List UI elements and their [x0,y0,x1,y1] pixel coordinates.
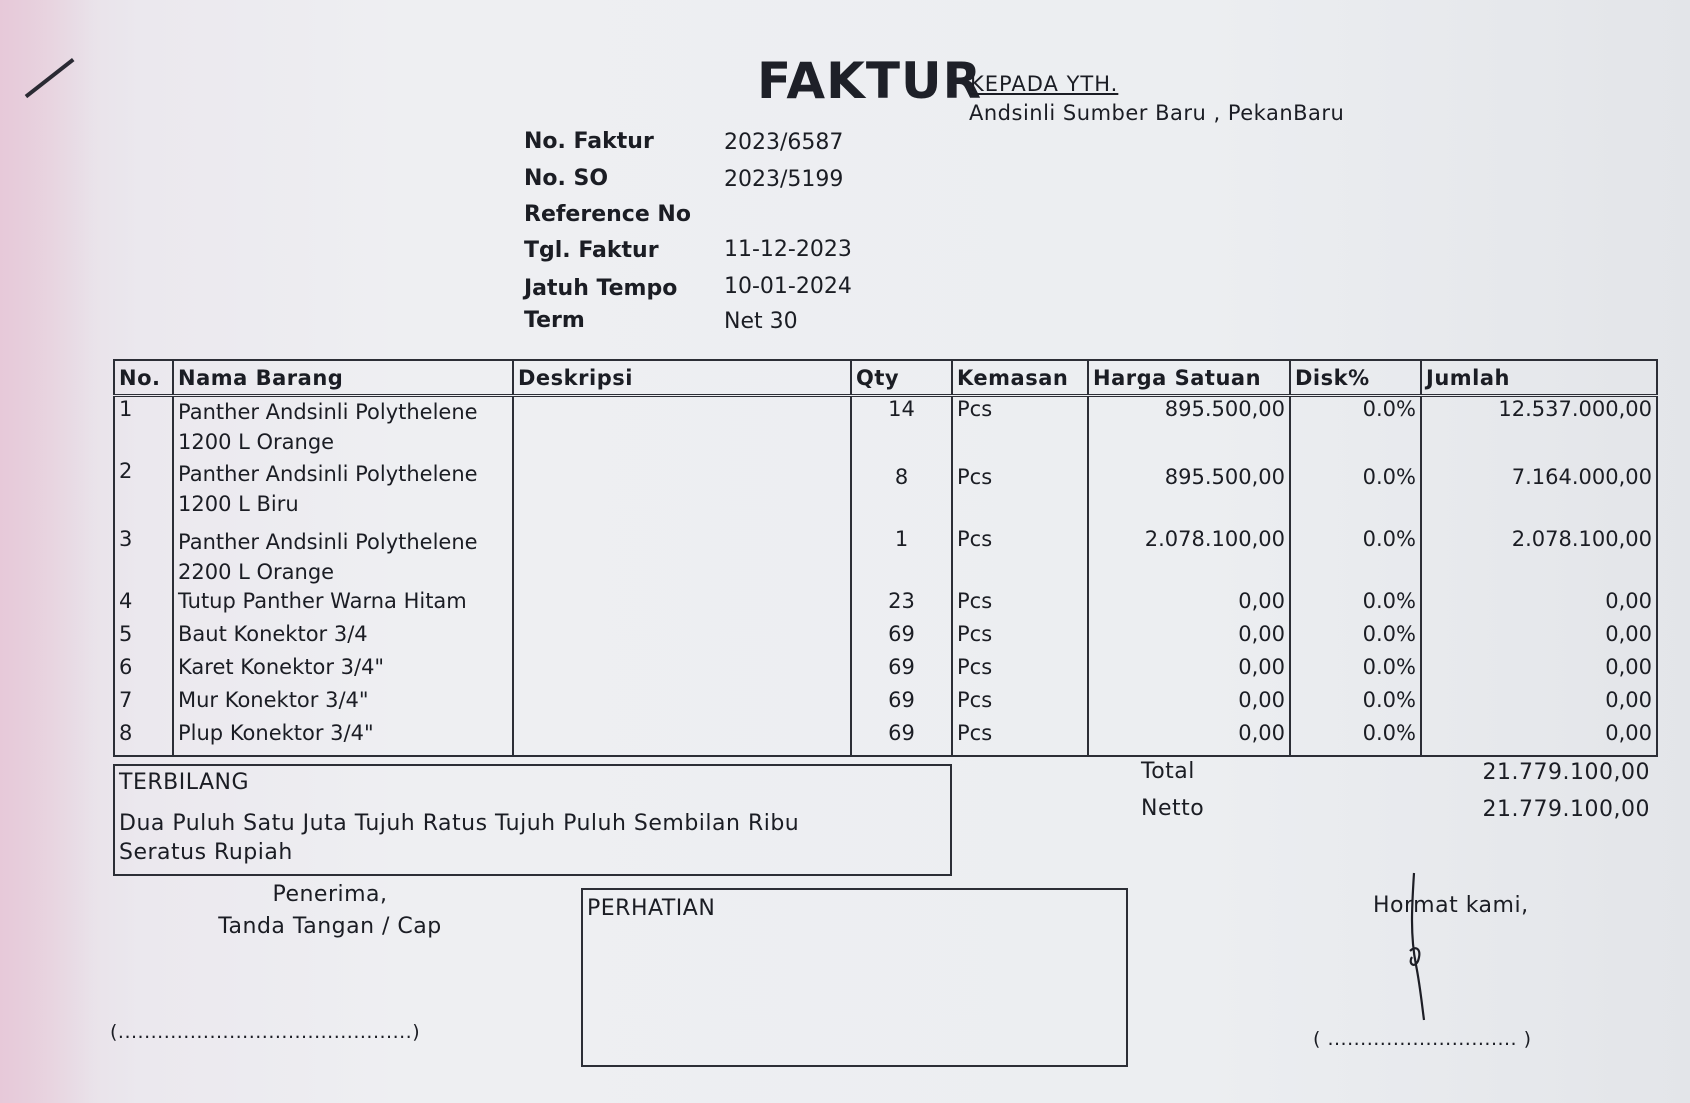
cell-name: Baut Konektor 3/4 [173,622,513,655]
col-nama-barang: Nama Barang [173,360,513,396]
cell-unit: Pcs [952,589,1088,622]
col-harga-satuan: Harga Satuan [1088,360,1290,396]
cell-no: 5 [114,622,173,655]
cell-desc [513,622,851,655]
cell-total: 12.537.000,00 [1421,396,1657,460]
cell-disc: 0.0% [1290,396,1421,460]
cell-qty: 69 [851,688,952,721]
cell-total: 0,00 [1421,589,1657,622]
cell-desc [513,527,851,589]
cell-desc [513,688,851,721]
cell-unit: Pcs [952,396,1088,460]
terbilang-label: TERBILANG [119,770,250,795]
cell-disc: 0.0% [1290,655,1421,688]
cell-unit: Pcs [952,721,1088,756]
document-title: FAKTUR [757,52,983,110]
cell-desc [513,589,851,622]
cell-qty: 1 [851,527,952,589]
penerima-label: Penerima, [272,882,388,907]
netto-value: 21.779.100,00 [1482,797,1650,822]
terbilang-line-1: Dua Puluh Satu Juta Tujuh Ratus Tujuh Puluh Sembilan Ribu [119,811,800,836]
col-kemasan: Kemasan [952,360,1088,396]
cell-price: 0,00 [1088,622,1290,655]
cell-qty: 23 [851,589,952,622]
meta-value-jatuh-tempo: 10-01-2024 [724,274,852,299]
cell-unit: Pcs [952,655,1088,688]
cell-no: 2 [114,459,173,527]
cell-name: Tutup Panther Warna Hitam [173,589,513,622]
total-label: Total [1141,759,1195,784]
table-row [114,688,1657,721]
cell-name: Panther Andsinli Polythelene 1200 L Biru [173,459,513,527]
cell-disc: 0.0% [1290,459,1421,527]
meta-label-no-faktur: No. Faktur [524,129,654,154]
netto-label: Netto [1141,796,1205,821]
table-row [114,655,1657,688]
cell-price: 895.500,00 [1088,396,1290,460]
cell-name: Plup Konektor 3/4" [173,721,513,756]
table-row [114,459,1657,527]
cell-disc: 0.0% [1290,622,1421,655]
cell-no: 1 [114,396,173,460]
items-table [113,359,1658,757]
cell-name: Karet Konektor 3/4" [173,655,513,688]
handwritten-signature [1386,865,1456,1025]
cell-disc: 0.0% [1290,527,1421,589]
cell-no: 4 [114,589,173,622]
cell-unit: Pcs [952,622,1088,655]
hormat-signature-line: ( ............................. ) [1313,1028,1532,1050]
hormat-kami-label: Hormat kami, [1373,893,1529,918]
meta-value-no-so: 2023/5199 [724,167,844,192]
penerima-signature-line: (.............................................) [110,1021,421,1043]
table-row [114,396,1657,460]
cell-price: 0,00 [1088,721,1290,756]
cell-qty: 69 [851,721,952,756]
cell-price: 0,00 [1088,589,1290,622]
col-jumlah: Jumlah [1421,360,1657,396]
cell-name: Panther Andsinli Polythelene 1200 L Orange [173,396,513,460]
cell-total: 0,00 [1421,655,1657,688]
cell-price: 2.078.100,00 [1088,527,1290,589]
meta-value-term: Net 30 [724,309,798,334]
meta-label-reference: Reference No [524,202,691,227]
cell-desc [513,721,851,756]
col-no: No. [114,360,173,396]
perhatian-label: PERHATIAN [587,896,716,921]
cell-no: 7 [114,688,173,721]
cell-price: 895.500,00 [1088,459,1290,527]
penerima-caption: Tanda Tangan / Cap [218,914,442,939]
recipient-name: Andsinli Sumber Baru , PekanBaru [969,101,1345,125]
cell-desc [513,459,851,527]
cell-total: 2.078.100,00 [1421,527,1657,589]
cell-total: 0,00 [1421,688,1657,721]
cell-unit: Pcs [952,688,1088,721]
table-row [114,721,1657,756]
cell-total: 0,00 [1421,622,1657,655]
meta-label-no-so: No. SO [524,166,609,191]
recipient-label: KEPADA YTH. [970,72,1119,96]
paper-edge-tint [0,0,95,1103]
cell-qty: 69 [851,622,952,655]
cell-price: 0,00 [1088,688,1290,721]
cell-qty: 8 [851,459,952,527]
total-value: 21.779.100,00 [1482,760,1650,785]
meta-label-jatuh-tempo: Jatuh Tempo [524,276,678,301]
col-disk: Disk% [1290,360,1421,396]
cell-disc: 0.0% [1290,589,1421,622]
cell-total: 7.164.000,00 [1421,459,1657,527]
cell-total: 0,00 [1421,721,1657,756]
meta-value-tgl-faktur: 11-12-2023 [724,237,852,262]
meta-label-tgl-faktur: Tgl. Faktur [524,238,659,263]
cell-unit: Pcs [952,459,1088,527]
table-row [114,622,1657,655]
cell-qty: 14 [851,396,952,460]
table-row [114,527,1657,589]
meta-value-no-faktur: 2023/6587 [724,130,844,155]
col-deskripsi: Deskripsi [513,360,851,396]
cell-no: 3 [114,527,173,589]
col-qty: Qty [851,360,952,396]
table-header-row [114,360,1657,396]
cell-desc [513,655,851,688]
cell-qty: 69 [851,655,952,688]
cell-price: 0,00 [1088,655,1290,688]
cell-desc [513,396,851,460]
cell-disc: 0.0% [1290,721,1421,756]
cell-name: Panther Andsinli Polythelene 2200 L Orange [173,527,513,589]
cell-no: 8 [114,721,173,756]
perhatian-box [581,888,1128,1067]
terbilang-line-2: Seratus Rupiah [119,840,293,865]
cell-unit: Pcs [952,527,1088,589]
cell-name: Mur Konektor 3/4" [173,688,513,721]
table-row [114,589,1657,622]
cell-disc: 0.0% [1290,688,1421,721]
cell-no: 6 [114,655,173,688]
meta-label-term: Term [524,308,585,333]
terbilang-box [113,764,952,876]
